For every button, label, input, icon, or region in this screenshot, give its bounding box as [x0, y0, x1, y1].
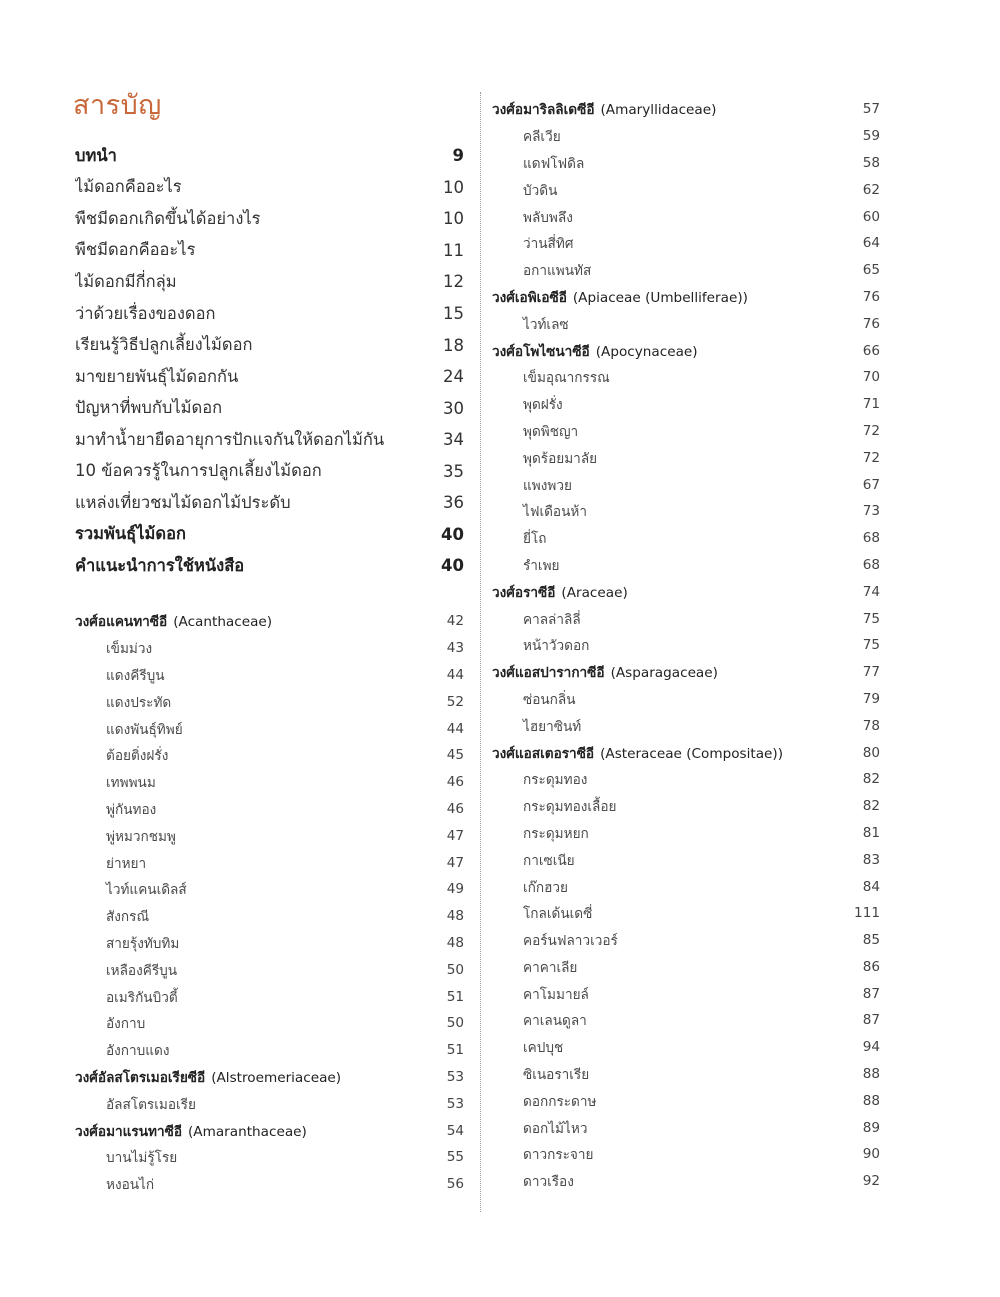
toc-plant-label: บานไม่รู้โรย	[106, 1150, 178, 1167]
toc-plant-label: ดอกกระดาษ	[523, 1093, 597, 1110]
toc-plant-label: คาเลนดูลา	[523, 1013, 587, 1030]
toc-plant-entry[interactable]	[492, 525, 880, 552]
toc-family-entry[interactable]	[492, 578, 880, 605]
toc-entry-page: 40	[441, 556, 464, 576]
toc-plant-entry[interactable]	[492, 900, 880, 927]
toc-plant-label: เข็มอุณากรรณ	[523, 370, 610, 387]
toc-plant-label: คาคาเลีย	[523, 959, 578, 976]
toc-entry-label: มาขยายพันธุ์ไม้ดอกกัน	[75, 366, 239, 386]
toc-plant-label: เคปบุช	[523, 1040, 564, 1057]
toc-plant-entry[interactable]	[492, 1114, 880, 1141]
family-latin-name: (Asparagaceae)	[610, 665, 718, 682]
family-thai-name: วงศ์อโพไซนาซีอี	[492, 343, 590, 360]
toc-entry-page: 87	[862, 1012, 880, 1029]
toc-entry-page: 50	[446, 1015, 464, 1032]
toc-plant-label: รำเพย	[523, 557, 560, 574]
toc-entry-page: 74	[862, 583, 880, 600]
toc-entry-page: 35	[443, 461, 464, 481]
toc-plant-label: กาเซเนีย	[523, 852, 575, 869]
family-latin-name: (Amaranthaceae)	[188, 1123, 307, 1140]
toc-family-label	[492, 286, 748, 308]
toc-entry[interactable]	[75, 140, 464, 172]
toc-plant-label: แดงพันธุ์ทิพย์	[106, 721, 183, 738]
toc-family-label	[75, 1120, 307, 1142]
toc-plant-entry[interactable]	[492, 686, 880, 713]
toc-plant-entry[interactable]	[492, 605, 880, 632]
toc-entry[interactable]	[75, 424, 464, 456]
toc-entry-page: 82	[862, 771, 880, 788]
right-family-list	[492, 96, 880, 1195]
family-thai-name: วงศ์เอพิเอซีอี	[492, 289, 567, 306]
toc-entry[interactable]	[75, 487, 464, 519]
page-title: สารบัญ	[73, 90, 162, 121]
toc-entry-page: 11	[443, 240, 464, 260]
toc-entry-page: 64	[862, 235, 880, 252]
toc-plant-entry[interactable]	[492, 954, 880, 981]
toc-entry-page: 75	[862, 610, 880, 627]
toc-plant-entry[interactable]	[492, 364, 880, 391]
toc-plant-entry[interactable]	[492, 766, 880, 793]
family-thai-name: วงศ์อัลสโตรเมอเรียซีอี	[75, 1069, 206, 1086]
toc-entry-page: 34	[443, 430, 464, 450]
toc-plant-entry[interactable]	[492, 123, 880, 150]
toc-entry[interactable]	[75, 235, 464, 267]
toc-entry-page: 10	[443, 209, 464, 229]
toc-plant-entry[interactable]	[75, 903, 464, 930]
toc-plant-entry[interactable]	[75, 822, 464, 849]
toc-entry-label: ว่าด้วยเรื่องของดอก	[75, 303, 216, 323]
toc-plant-entry[interactable]	[492, 1141, 880, 1168]
family-thai-name: วงศ์แอสปารากาซีอี	[492, 665, 605, 682]
toc-plant-label: พุดฝรั่ง	[523, 397, 563, 414]
toc-entry-label: แหล่งเที่ยวชมไม้ดอกไม้ประดับ	[75, 492, 291, 512]
toc-plant-label: อกาแพนทัส	[523, 263, 592, 280]
toc-family-entry[interactable]	[492, 659, 880, 686]
toc-plant-label: ไวท์แคนเดิลส์	[106, 882, 187, 899]
toc-plant-entry[interactable]	[492, 150, 880, 177]
toc-entry[interactable]	[75, 455, 464, 487]
toc-plant-label: ยี่โถ	[523, 531, 547, 548]
toc-entry-page: 48	[446, 934, 464, 951]
toc-entry-page: 80	[862, 744, 880, 761]
toc-plant-label: ดาวกระจาย	[523, 1147, 594, 1164]
toc-plant-entry[interactable]	[492, 257, 880, 284]
toc-plant-entry[interactable]	[492, 471, 880, 498]
toc-entry-page: 55	[446, 1149, 464, 1166]
toc-plant-label: ว่านสี่ทิศ	[523, 236, 574, 253]
toc-plant-entry[interactable]	[75, 956, 464, 983]
toc-entry-page: 49	[446, 881, 464, 898]
toc-plant-label: แดงประทัด	[106, 694, 172, 711]
family-latin-name: (Amaryllidaceae)	[600, 102, 717, 119]
toc-entry-label: 10 ข้อควรรู้ในการปลูกเลี้ยงไม้ดอก	[75, 461, 322, 481]
toc-plant-label: สายรุ้งทับทิม	[106, 935, 180, 952]
toc-plant-entry[interactable]	[492, 391, 880, 418]
toc-entry-page: 58	[862, 154, 880, 171]
toc-entry-page: 89	[862, 1119, 880, 1136]
toc-entry-page: 86	[862, 958, 880, 975]
toc-plant-label: พุดร้อยมาลัย	[523, 450, 598, 467]
toc-family-label	[492, 581, 628, 603]
toc-plant-label: หงอนไก่	[106, 1177, 155, 1194]
left-family-list	[75, 608, 464, 1198]
toc-entry-page: 12	[443, 272, 464, 292]
toc-entry-page: 54	[446, 1122, 464, 1139]
toc-entry[interactable]	[75, 519, 464, 551]
toc-entry-page: 57	[862, 101, 880, 118]
toc-entry-page: 15	[443, 304, 464, 323]
toc-entry-page: 9	[452, 146, 464, 166]
toc-entry[interactable]	[75, 329, 464, 361]
toc-entry-label: คำแนะนำการใช้หนังสือ	[75, 555, 245, 575]
toc-plant-label: ซิเนอราเรีย	[523, 1067, 590, 1084]
toc-plant-entry[interactable]	[492, 418, 880, 445]
toc-plant-label: โกลเด้นเดซี่	[523, 906, 593, 923]
toc-plant-label: ไวท์เลซ	[523, 316, 569, 333]
toc-family-label	[492, 340, 698, 362]
toc-plant-label: พุดพิชญา	[523, 423, 579, 440]
toc-entry-label: พืชมีดอกคืออะไร	[75, 240, 196, 260]
family-thai-name: วงศ์อราซีอี	[492, 584, 556, 601]
toc-entry-page: 51	[446, 1042, 464, 1059]
toc-entry-label: ไม้ดอกคืออะไร	[75, 177, 182, 197]
toc-entry-page: 44	[446, 720, 464, 737]
toc-plant-entry[interactable]	[75, 1010, 464, 1037]
family-latin-name: (Alstroemeriaceae)	[211, 1069, 342, 1086]
toc-entry-page: 90	[862, 1146, 880, 1163]
toc-plant-label: พู่กันทอง	[106, 801, 157, 818]
toc-plant-entry[interactable]	[492, 873, 880, 900]
intro-list	[75, 140, 464, 582]
toc-plant-entry[interactable]	[492, 203, 880, 230]
toc-family-entry[interactable]	[492, 284, 880, 311]
toc-entry-label: เรียนรู้วิธีปลูกเลี้ยงไม้ดอก	[75, 335, 253, 355]
toc-entry-page: 51	[446, 988, 464, 1005]
toc-family-label	[75, 1066, 341, 1088]
toc-plant-entry[interactable]	[75, 688, 464, 715]
toc-entry[interactable]	[75, 266, 464, 298]
toc-entry-page: 43	[446, 640, 464, 657]
toc-family-label	[492, 661, 718, 683]
toc-plant-entry[interactable]	[492, 632, 880, 659]
toc-entry[interactable]	[75, 361, 464, 393]
toc-entry[interactable]	[75, 172, 464, 204]
toc-plant-label: พู่หมวกชมพู	[106, 828, 176, 845]
toc-entry[interactable]	[75, 550, 464, 582]
toc-family-label	[75, 610, 272, 632]
toc-plant-entry[interactable]	[75, 742, 464, 769]
toc-entry-label: บทนำ	[75, 145, 117, 165]
toc-plant-entry[interactable]	[75, 930, 464, 957]
toc-entry-label: มาทำน้ำยายืดอายุการปักแจกันให้ดอกไม้กัน	[75, 429, 385, 449]
toc-entry-page: 66	[862, 342, 880, 359]
toc-plant-entry[interactable]	[75, 1171, 464, 1198]
toc-family-label	[492, 742, 783, 764]
toc-plant-label: พลับพลึง	[523, 209, 573, 226]
toc-entry[interactable]	[75, 392, 464, 424]
toc-plant-entry[interactable]	[75, 1144, 464, 1171]
toc-plant-label: หน้าวัวดอก	[523, 638, 590, 655]
toc-entry-page: 88	[862, 1092, 880, 1109]
toc-entry-page: 79	[862, 690, 880, 707]
toc-entry-page: 87	[862, 985, 880, 1002]
toc-entry-page: 70	[862, 369, 880, 386]
toc-plant-label: อัลสโตรเมอเรีย	[106, 1096, 196, 1113]
toc-plant-entry[interactable]	[492, 1087, 880, 1114]
toc-family-entry[interactable]	[492, 739, 880, 766]
family-latin-name: (Apocynaceae)	[595, 343, 698, 360]
toc-plant-entry[interactable]	[75, 635, 464, 662]
toc-plant-label: แดฟโฟดิล	[523, 155, 585, 172]
toc-entry-page: 53	[446, 1095, 464, 1112]
toc-entry-page: 47	[446, 854, 464, 871]
toc-plant-label: อเมริกันบิวตี้	[106, 989, 178, 1006]
toc-entry-page: 59	[862, 128, 880, 145]
family-thai-name: วงศ์อมาริลลิเดซีอี	[492, 102, 595, 119]
toc-plant-entry[interactable]	[75, 662, 464, 689]
family-thai-name: วงศ์อมาแรนทาซีอี	[75, 1123, 182, 1140]
toc-plant-label: ซ่อนกลิ่น	[523, 691, 576, 708]
toc-entry-page: 56	[446, 1176, 464, 1193]
toc-family-entry[interactable]	[492, 96, 880, 123]
toc-plant-entry[interactable]	[492, 444, 880, 471]
toc-plant-entry[interactable]	[75, 796, 464, 823]
toc-entry-page: 72	[862, 449, 880, 466]
toc-plant-entry[interactable]	[75, 983, 464, 1010]
toc-plant-entry[interactable]	[492, 498, 880, 525]
toc-entry-page: 36	[443, 493, 464, 513]
toc-plant-entry[interactable]	[75, 876, 464, 903]
toc-entry[interactable]	[75, 298, 464, 330]
toc-plant-entry[interactable]	[492, 1061, 880, 1088]
toc-plant-label: ดอกไม้ไหว	[523, 1120, 588, 1137]
toc-entry-page: 68	[862, 556, 880, 573]
toc-plant-entry[interactable]	[492, 1007, 880, 1034]
toc-family-entry[interactable]	[492, 337, 880, 364]
toc-plant-entry[interactable]	[492, 712, 880, 739]
toc-family-entry[interactable]	[75, 1117, 464, 1144]
toc-plant-entry[interactable]	[75, 849, 464, 876]
toc-entry-label: ปัญหาที่พบกับไม้ดอก	[75, 398, 223, 418]
toc-plant-entry[interactable]	[492, 176, 880, 203]
toc-family-entry[interactable]	[75, 1064, 464, 1091]
toc-entry-page: 45	[446, 747, 464, 764]
toc-entry-page: 81	[862, 824, 880, 841]
toc-plant-label: แพงพวย	[523, 477, 572, 494]
toc-entry-page: 84	[862, 878, 880, 895]
toc-plant-entry[interactable]	[492, 552, 880, 579]
family-latin-name: (Acanthaceae)	[173, 614, 273, 631]
toc-plant-label: อังกาบแดง	[106, 1043, 170, 1060]
toc-plant-label: คาโมมายล์	[523, 986, 589, 1003]
family-latin-name: (Araceae)	[561, 584, 628, 601]
toc-entry-page: 24	[443, 367, 464, 387]
family-latin-name: (Apiaceae (Umbelliferae))	[572, 289, 748, 306]
toc-entry-label: รวมพันธุ์ไม้ดอก	[75, 524, 187, 544]
toc-entry-page: 46	[446, 800, 464, 817]
toc-plant-label: เข็มม่วง	[106, 641, 153, 658]
toc-plant-label: ไฮยาซินท์	[523, 718, 582, 735]
toc-entry-page: 76	[862, 288, 880, 305]
toc-entry-page: 92	[862, 1173, 880, 1190]
toc-plant-entry[interactable]	[492, 230, 880, 257]
toc-entry-page: 44	[446, 666, 464, 683]
toc-plant-label: บัวดิน	[523, 182, 558, 199]
toc-entry-page: 30	[443, 398, 464, 418]
toc-entry-page: 85	[862, 932, 880, 949]
toc-entry-label: พืชมีดอกเกิดขึ้นได้อย่างไร	[75, 208, 261, 228]
toc-entry-page: 48	[446, 908, 464, 925]
toc-plant-label: แดงคีรีบูน	[106, 667, 165, 684]
toc-entry-page: 65	[862, 262, 880, 279]
toc-entry-page: 94	[862, 1039, 880, 1056]
toc-entry-page: 67	[862, 476, 880, 493]
toc-entry-page: 71	[862, 396, 880, 413]
toc-plant-label: กระดุมหยก	[523, 825, 589, 842]
toc-entry[interactable]	[75, 203, 464, 235]
toc-plant-label: เก๊กฮวย	[523, 879, 569, 896]
toc-entry-page: 88	[862, 1066, 880, 1083]
toc-entry-page: 60	[862, 208, 880, 225]
toc-plant-label: คอร์นฟลาวเวอร์	[523, 933, 618, 950]
toc-plant-entry[interactable]	[492, 793, 880, 820]
toc-plant-entry[interactable]	[492, 1168, 880, 1195]
toc-plant-entry[interactable]	[492, 846, 880, 873]
toc-plant-label: ย่าหยา	[106, 855, 147, 872]
toc-plant-label: สังกรณี	[106, 909, 150, 926]
toc-entry-page: 10	[443, 177, 464, 197]
toc-plant-entry[interactable]	[75, 1037, 464, 1064]
toc-plant-entry[interactable]	[75, 1090, 464, 1117]
toc-entry-page: 75	[862, 637, 880, 654]
family-latin-name: (Asteraceae (Compositae))	[600, 745, 784, 762]
toc-plant-label: เทพพนม	[106, 775, 156, 792]
toc-plant-entry[interactable]	[75, 769, 464, 796]
toc-plant-label: ไฟเดือนห้า	[523, 504, 587, 521]
toc-entry-label: ไม้ดอกมีกี่กลุ่ม	[75, 271, 177, 291]
toc-entry-page: 68	[862, 530, 880, 547]
toc-entry-page: 42	[446, 613, 464, 630]
toc-plant-entry[interactable]	[492, 310, 880, 337]
toc-entry-page: 83	[862, 851, 880, 868]
toc-entry-page: 76	[862, 315, 880, 332]
family-thai-name: วงศ์อแคนทาซีอี	[75, 614, 168, 631]
toc-entry-page: 46	[446, 774, 464, 791]
toc-entry-page: 40	[441, 524, 464, 544]
toc-entry-page: 47	[446, 827, 464, 844]
column-divider	[480, 92, 481, 1212]
toc-plant-entry[interactable]	[492, 927, 880, 954]
toc-entry-page: 82	[862, 798, 880, 815]
toc-plant-entry[interactable]	[492, 820, 880, 847]
toc-plant-label: เหลืองคีรีบูน	[106, 962, 178, 979]
toc-entry-page: 53	[446, 1068, 464, 1085]
toc-plant-label: อังกาบ	[106, 1016, 146, 1033]
toc-plant-label: กระดุมทองเลื้อย	[523, 799, 617, 816]
toc-family-label	[492, 98, 716, 120]
toc-entry-page: 111	[854, 905, 880, 922]
toc-entry-page: 78	[862, 717, 880, 734]
toc-entry-page: 77	[862, 664, 880, 681]
toc-plant-label: ต้อยติ่งฝรั่ง	[106, 748, 169, 765]
toc-entry-page: 18	[443, 335, 464, 355]
toc-entry-page: 50	[446, 961, 464, 978]
toc-plant-entry[interactable]	[492, 980, 880, 1007]
toc-entry-page: 72	[862, 422, 880, 439]
toc-entry-page: 73	[862, 503, 880, 520]
toc-entry-page: 62	[862, 181, 880, 198]
toc-plant-entry[interactable]	[492, 1034, 880, 1061]
toc-plant-label: คาลล่าลิลี่	[523, 611, 581, 628]
toc-plant-label: กระดุมทอง	[523, 772, 588, 789]
toc-entry-page: 52	[446, 693, 464, 710]
family-thai-name: วงศ์แอสเตอราซีอี	[492, 745, 595, 762]
toc-plant-label: ดาวเรือง	[523, 1174, 574, 1191]
toc-family-entry[interactable]	[75, 608, 464, 635]
toc-plant-entry[interactable]	[75, 715, 464, 742]
toc-plant-label: คลีเวีย	[523, 129, 561, 146]
